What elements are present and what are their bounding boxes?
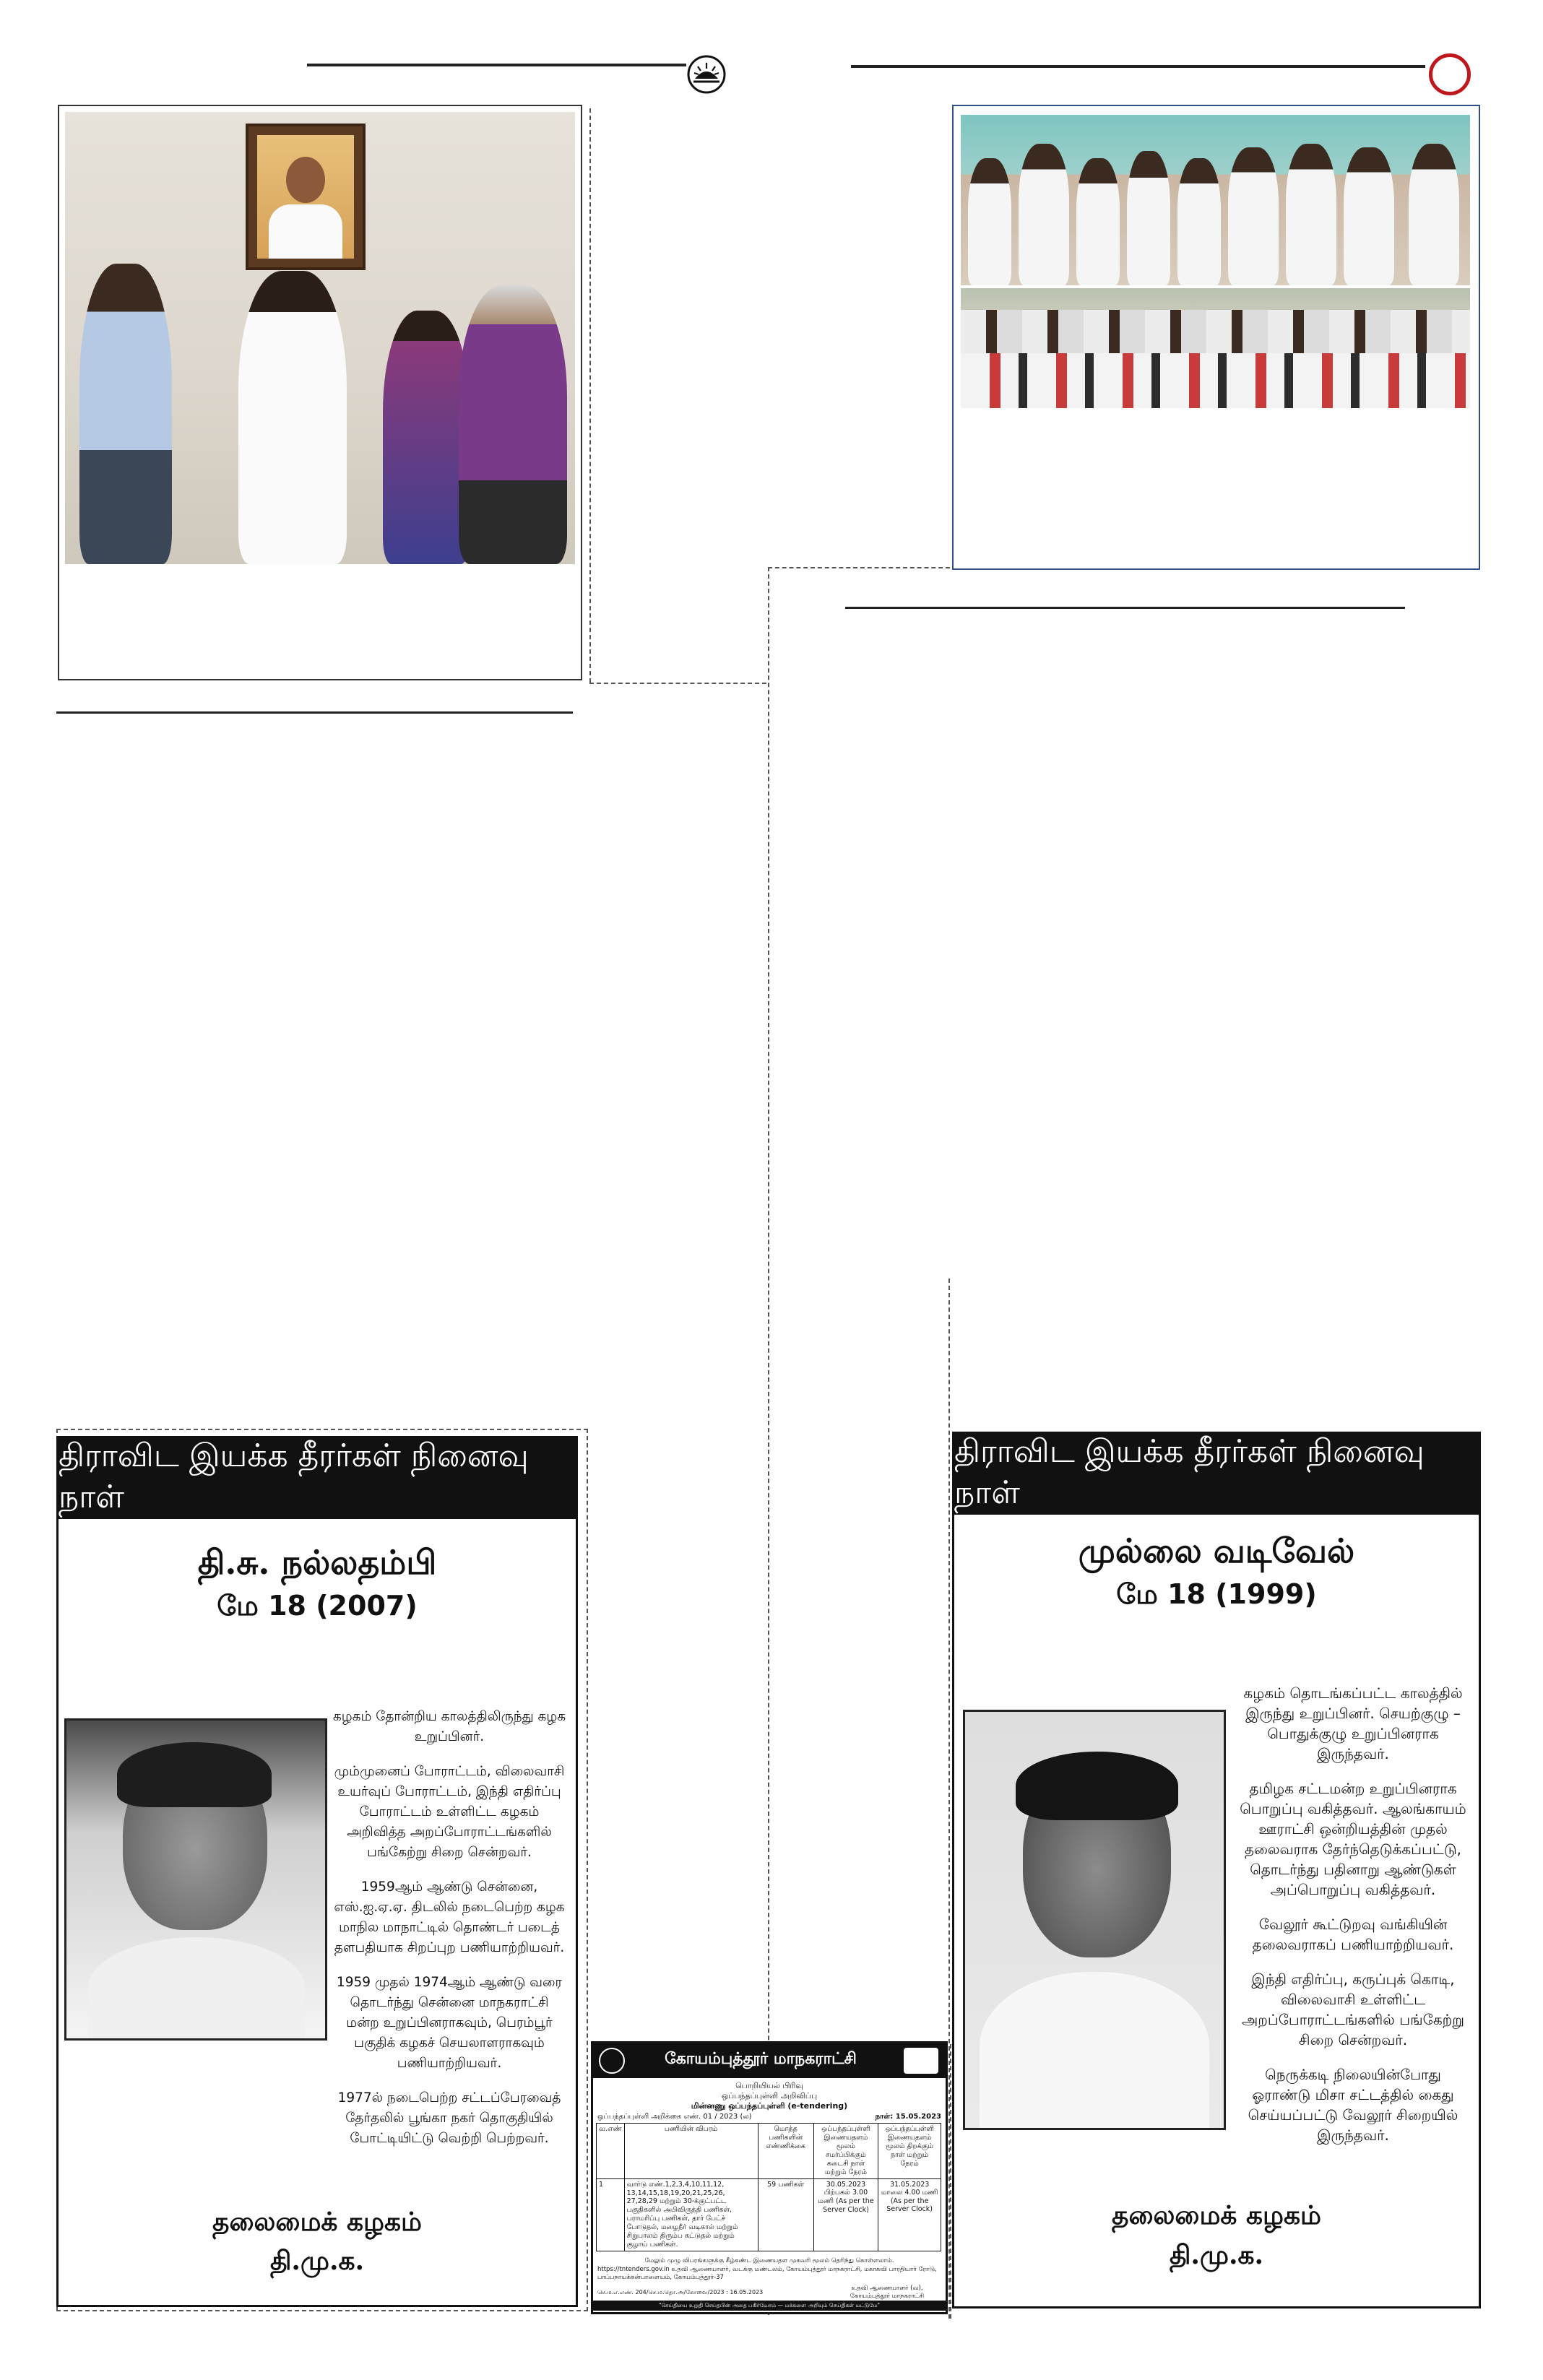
right-column-rule — [845, 607, 1405, 609]
tender-table — [596, 2123, 941, 2251]
tender-footer-2: https://tntenders.gov.in உதவி ஆணையாளர், வடக்கு மண்டலம், கோயம்புத்தூர் மாநகராட்சி, மகாகவி பாரதியார் ரோடு, பாப்பநாயக்கன்பாளையம், கோயம்புத்தூர்-37 — [597, 2266, 937, 2281]
tender-notice — [591, 2041, 948, 2314]
header-rule-right — [851, 65, 1425, 68]
tender-etender: மின்னணு ஒப்பந்தப்புள்ளி (e-tendering) — [691, 2101, 848, 2111]
memorial-left — [56, 1436, 578, 2307]
wall-portrait — [246, 124, 366, 270]
person-white-dhoti — [238, 271, 347, 564]
tender-cell-submit: 30.05.2023 பிற்பகல் 3.00 மணி (As per the Server Clock) — [813, 2179, 878, 2251]
tender-footer-5: "செய்தியை உறுதி செய்தபின் அதை பகிர்வோம் — மக்களை அறியும் செய்திகள் மட்டுமே" — [593, 2301, 946, 2311]
column-separator-1 — [589, 108, 591, 683]
memorial-left-date: மே 18 (2007) — [217, 1590, 418, 1622]
memorial-left-bio — [332, 1707, 567, 2163]
left-column-rule — [56, 711, 573, 714]
memorial-right-bio-line: நெருக்கடி நிலையின்போது ஓராண்டு மிசா சட்டத்தில் கைது செய்யப்பட்டு வேலூர் சிறையில் இருந்தவர். — [1248, 2066, 1458, 2144]
memorial-right-date: மே 18 (1999) — [1116, 1578, 1317, 1610]
tender-cell-open: 31.05.2023 மாலை 4.00 மணி (As per the Server Clock) — [878, 2179, 941, 2251]
column-separator-4 — [768, 567, 950, 568]
tender-cell-work: வார்டு எண்.1,2,3,4,10,11,12, 13,14,15,18,19,20,21,25,26, 27,28,29 மற்றும் 30-க்குட்பட்ட பகுதிகளில் அபிவிருத்தி பணிகள், பராமரிப்பு பணிகள், தார் பேட்ச் போடுதல், மழைநீர் வடிகால் மற்றும் சிறுபாலம் திரும்ப கட்டுதல் மற்றும் குழாய் பணிகள். — [624, 2179, 758, 2251]
tender-date: நாள்: 15.05.2023 — [875, 2113, 941, 2121]
tender-col-open: ஒப்பந்தப்புள்ளி இணையதளம் மூலம் திறக்கும் நாள் மற்றும் நேரம் — [878, 2124, 941, 2179]
memorial-left-sign-2: தி.மு.க. — [269, 2246, 365, 2276]
memorial-left-heading: திராவிட இயக்க தீரர்கள் நினைவு நாள் — [59, 1438, 576, 1519]
memorial-right-bio-line: தமிழக சட்டமன்ற உறுப்பினராக பொறுப்பு வகித்தவர். ஆலங்காயம் ஊராட்சி ஒன்றியத்தின் முதல் தலைவராக தேர்ந்தெடுக்கப்பட்டு, தொடர்ந்து பதினாறு ஆண்டுகள் அப்பொறுப்பு வகித்தவர். — [1240, 1780, 1466, 1898]
person-purple-shirt — [459, 285, 567, 564]
news-photo-meeting — [961, 288, 1470, 408]
memorial-right — [952, 1432, 1481, 2308]
memorial-left-bio-line: 1977ல் நடைபெற்ற சட்டப்பேரவைத் தேர்தலில் பூங்கா நகர் தொகுதியில் போட்டியிட்டு வெற்றி பெற்றவர். — [337, 2090, 561, 2146]
tender-col-submit: ஒப்பந்தப்புள்ளி இணையதளம் மூலம் சமர்ப்பிக்கும் கடைசி நாள் மற்றும் நேரம் — [813, 2124, 878, 2179]
tender-col-sno: வ.எண் — [597, 2124, 625, 2179]
memorial-right-name: முல்லை வடிவேல் — [1078, 1531, 1355, 1570]
tender-notice-label: ஒப்பந்தப்புள்ளி அறிவிப்பு — [721, 2091, 818, 2100]
top-left-news-photo-frame — [58, 105, 582, 680]
memorial-left-bio-line: 1959 முதல் 1974ஆம் ஆண்டு வரை தொடர்ந்து சென்னை மாநகராட்சி மன்ற உறுப்பினராகவும், பெரம்பூர் பகுதிக் கழகச் செயலாளராகவும் பணியாற்றியவர். — [336, 1975, 563, 2071]
tender-cell-count: 59 பணிகள் — [758, 2179, 813, 2251]
tender-footer-1: மேலும் முழு விபரங்களுக்கு கீழ்கண்ட இணையதள முகவரி மூலம் தெரிந்து கொள்ளலாம். — [644, 2257, 894, 2264]
news-photo-handover — [65, 112, 575, 564]
person-woman-saree — [383, 311, 470, 564]
header-rule-left — [307, 64, 686, 66]
corporation-seal-icon — [599, 2048, 625, 2074]
memorial-left-name: தி.சு. நல்லதம்பி — [197, 1543, 437, 1582]
memorial-right-bio-line: இந்தி எதிர்ப்பு, கருப்புக் கொடி, விலைவாசி உள்ளிட்ட அறப்போராட்டங்களில் பங்கேற்று சிறை சென்றவர். — [1242, 1970, 1464, 2048]
memorial-right-sign-1: தலைமைக் கழகம் — [1112, 2200, 1321, 2230]
memorial-left-bio-line: கழகம் தோன்றிய காலத்திலிருந்து கழக உறுப்பினர். — [332, 1709, 566, 1744]
column-separator-2 — [589, 683, 766, 684]
state-emblem-icon — [904, 2048, 938, 2074]
red-circle-icon — [1429, 53, 1471, 95]
column-separator-6 — [950, 2044, 951, 2319]
memorial-right-bio-line: கழகம் தொடங்கப்பட்ட காலத்தில் இருந்து உறுப்பினர். செயற்குழு – பொதுக்குழு உறுப்பினராக இருந்தவர். — [1243, 1684, 1463, 1762]
memorial-right-portrait — [963, 1710, 1226, 2130]
memorial-right-sign-2: தி.மு.க. — [1169, 2240, 1264, 2270]
tender-title: கோயம்புத்தூர் மாநகராட்சி — [665, 2049, 857, 2068]
tender-col-work: பணியின் விபரம் — [624, 2124, 758, 2179]
news-photo-party-members — [961, 115, 1470, 285]
tender-ref: ஒப்பந்தப்புள்ளி அறிக்கை எண். 01 / 2023 (ல) — [597, 2113, 752, 2121]
rising-sun-emblem-icon — [686, 54, 727, 95]
memorial-right-bio-line: வேலூர் கூட்டுறவு வங்கியின் தலைவராகப் பணியாற்றியவர். — [1252, 1916, 1454, 1953]
top-right-news-photo-frame — [952, 105, 1480, 570]
memorial-left-bio-line: மும்முனைப் போராட்டம், விலைவாசி உயர்வுப் போராட்டம், இந்தி எதிர்ப்பு போராட்டம் உள்ளிட்ட கழகம் அறிவித்த அறப்போராட்டங்களில் பங்கேற்று சிறை சென்றவர். — [334, 1764, 565, 1860]
tender-cell-sno: 1 — [597, 2179, 625, 2251]
person-blue-shirt — [79, 264, 172, 564]
memorial-left-portrait — [64, 1718, 327, 2041]
tender-col-count: மொத்த பணிகளின் எண்ணிக்கை — [758, 2124, 813, 2179]
memorial-right-heading: திராவிட இயக்க தீரர்கள் நினைவு நாள் — [954, 1434, 1479, 1515]
tender-footer-3: செ.ம.எ.எண். 204/செ.ம.தொ.அ/கோவை/2023 : 16.05.2023 — [597, 2289, 764, 2295]
memorial-right-bio — [1237, 1683, 1469, 2160]
tender-dept: பொறியியல் பிரிவு — [735, 2081, 803, 2090]
tender-footer-4: உதவி ஆணையாளர் (வ), கோயம்புத்தூர் மாநகராட்சி — [850, 2285, 925, 2300]
memorial-left-bio-line: 1959ஆம் ஆண்டு சென்னை, எஸ்.ஐ.ஏ.ஏ. திடலில் நடைபெற்ற கழக மாநில மாநாட்டில் தொண்டர் படைத் தளபதியாக சிறப்புற பணியாற்றியவர். — [334, 1879, 565, 1955]
memorial-left-sign-1: தலைமைக் கழகம் — [212, 2207, 422, 2237]
tender-header — [593, 2043, 946, 2078]
